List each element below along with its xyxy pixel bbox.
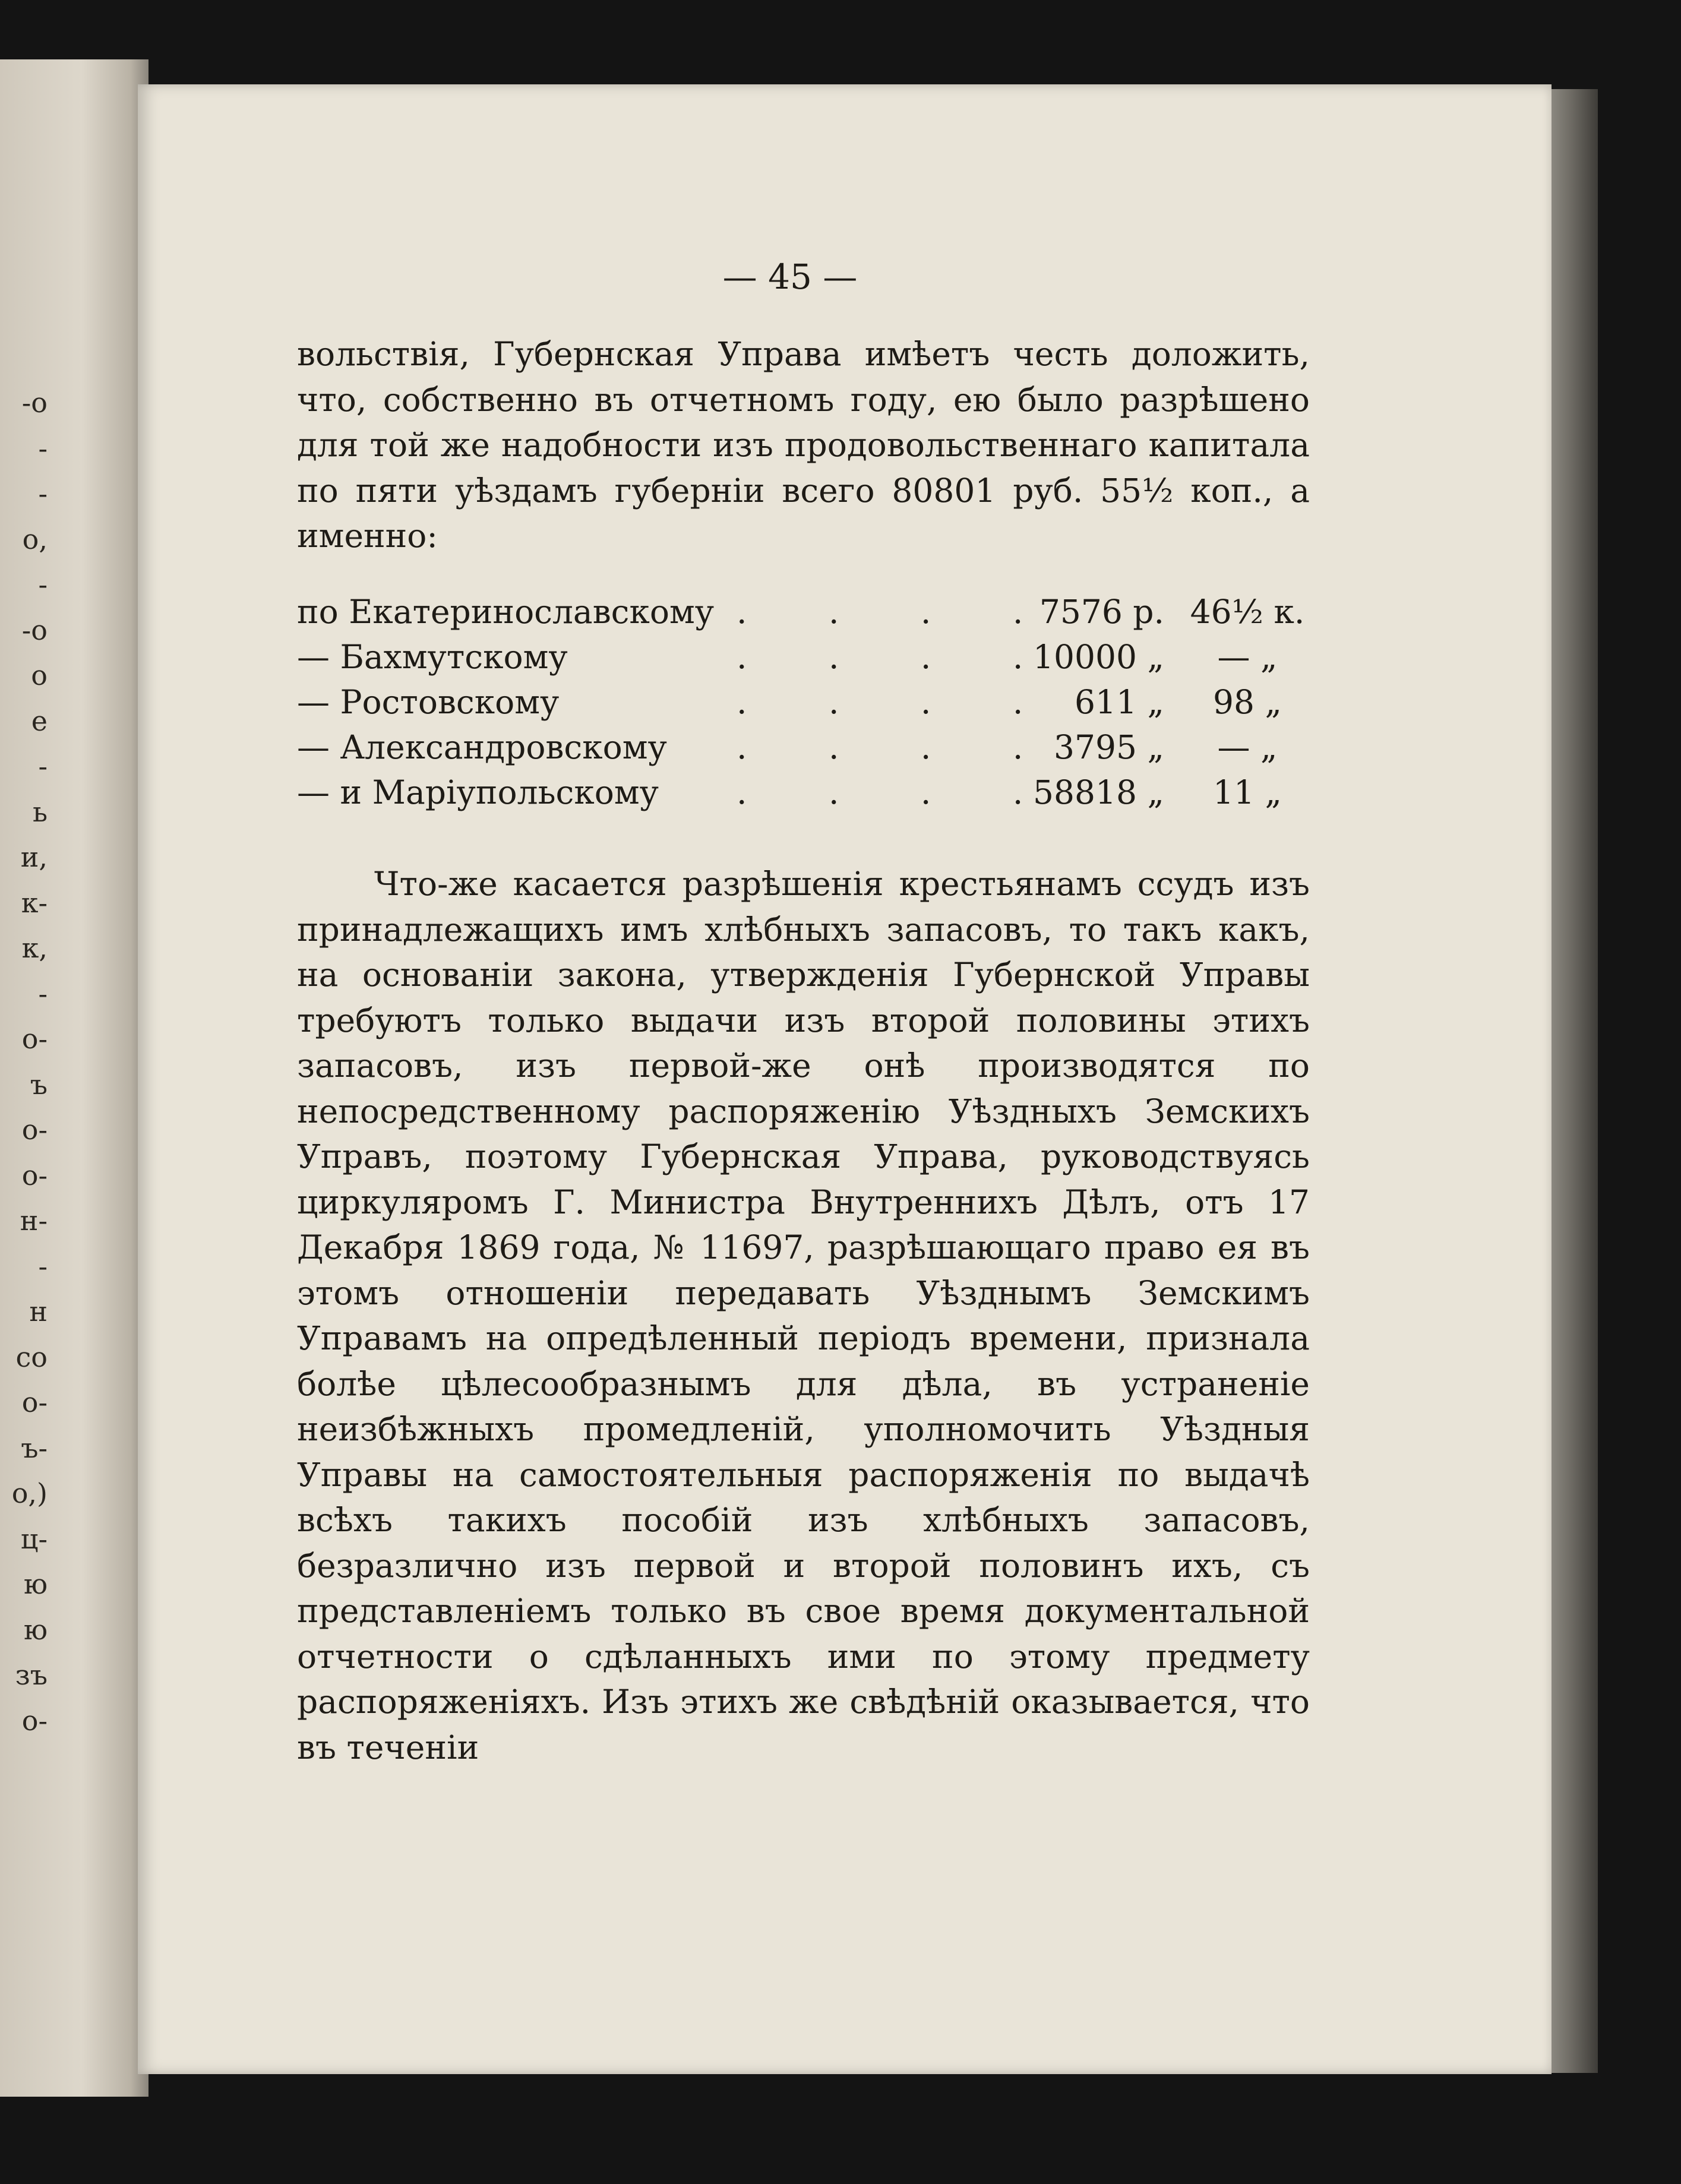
left-margin-fragment: о,) <box>11 1477 48 1509</box>
left-margin-fragment: - <box>38 478 48 510</box>
district-name: по Екатеринославскому <box>297 593 715 631</box>
left-margin-fragment: н- <box>20 1205 48 1237</box>
left-margin-fragment: о- <box>21 1704 48 1737</box>
left-margin-fragment: - <box>38 750 48 782</box>
left-margin-fragment: к- <box>21 886 48 919</box>
kopecks-amount: — „ <box>1217 638 1278 676</box>
paragraph-1: вольствія, Губернская Управа имѣетъ честь доложить, что, собственно въ отчетномъ году, ею было разрѣшено для той же надобности изъ продовольственнаго капитала по пяти уѣздамъ губерніи всего 80801 руб. 55½ коп., а именно: <box>297 335 1310 555</box>
left-margin-fragment: о <box>31 659 48 691</box>
rubles-amount: 58818 „ <box>1033 773 1164 811</box>
kopecks-amount: 46½ к. <box>1190 593 1305 631</box>
left-margin-fragment: - <box>38 432 48 464</box>
leader-dots: . . . . <box>737 638 1059 676</box>
left-margin-fragment: ц- <box>20 1522 48 1555</box>
left-margin-fragment: -о <box>21 614 48 646</box>
left-margin-fragment: ю <box>23 1568 48 1600</box>
district-name: — Бахмутскому <box>297 638 568 676</box>
page-number: — 45 — <box>722 257 858 297</box>
left-margin-fragment: и, <box>20 841 48 873</box>
left-margin-fragment: - <box>38 1250 48 1282</box>
left-margin-fragment: ю <box>23 1613 48 1646</box>
left-margin-fragment: зъ <box>15 1659 48 1691</box>
left-page-edge <box>0 59 148 2097</box>
rubles-amount: 10000 „ <box>1033 638 1164 676</box>
allocation-row <box>297 725 1319 770</box>
allocation-row <box>297 770 1319 815</box>
left-margin-fragment: к, <box>21 932 48 964</box>
left-margin-fragment: ъ <box>30 1068 48 1101</box>
allocation-row <box>297 589 1319 634</box>
left-margin-fragment: о- <box>21 1159 48 1191</box>
paragraph-2: Что-же касается разрѣшенія крестьянамъ ссудъ изъ принадлежащихъ имъ хлѣбныхъ запасовъ, то такъ какъ, на основаніи закона, утвержденія Губернской Управы требуютъ только выдачи изъ второй половины этихъ запасовъ, изъ первой-же онѣ производятся по непосредственному распоряженію Уѣздныхъ Земскихъ Управъ, поэтому Губернская Управа, руководствуясь циркуляромъ Г. Министра Внутреннихъ Дѣлъ, отъ 17 Декабря 1869 года, № 11697, разрѣшающаго право ея въ этомъ отношеніи передавать Уѣзднымъ Земскимъ Управамъ на опредѣленный періодъ времени, признала болѣе цѣлесообразнымъ для дѣла, въ устраненіе неизбѣжныхъ промедленій, уполномочить Уѣздныя Управы на самостоятельныя распоряженія по выдачѣ всѣхъ такихъ пособій изъ хлѣбныхъ запасовъ, безразлично изъ первой и второй половинъ ихъ, съ представленіемъ только въ свое время документальной отчетности о сдѣланныхъ ими по этому предмету распоряженіяхъ. Изъ этихъ же свѣдѣній оказывается, что въ теченіи <box>297 865 1310 1766</box>
leader-dots: . . . . <box>737 728 1059 766</box>
allocation-row <box>297 679 1319 725</box>
left-margin-fragment: - <box>38 977 48 1010</box>
district-name: — Ростовскому <box>297 683 560 721</box>
rubles-amount: 3795 „ <box>1054 728 1164 766</box>
left-margin-fragment: - <box>38 568 48 600</box>
leader-dots: . . . . <box>737 683 1059 721</box>
left-margin-fragment: -о <box>21 387 48 419</box>
left-margin-fragment: ъ- <box>21 1431 48 1464</box>
rubles-amount: 611 „ <box>1075 683 1164 721</box>
kopecks-amount: 11 „ <box>1213 773 1282 811</box>
left-margin-fragment: о- <box>21 1023 48 1055</box>
left-page-text-fragments <box>0 380 48 1743</box>
left-margin-fragment: о- <box>21 1386 48 1418</box>
district-name: — и Маріупольскому <box>297 773 659 811</box>
leader-dots: . . . . <box>737 593 1059 631</box>
allocation-row <box>297 634 1319 679</box>
left-margin-fragment: е <box>31 704 48 737</box>
left-margin-fragment: со <box>15 1341 48 1373</box>
allocation-list <box>297 589 1319 815</box>
rubles-amount: 7576 р. <box>1039 593 1164 631</box>
left-margin-fragment: о- <box>21 1114 48 1146</box>
left-margin-fragment: н <box>29 1295 48 1328</box>
district-name: — Александровскому <box>297 728 667 766</box>
kopecks-amount: 98 „ <box>1213 683 1282 721</box>
left-margin-fragment: ь <box>32 795 48 828</box>
leader-dots: . . . . <box>737 773 1059 811</box>
left-margin-fragment: о, <box>22 523 48 555</box>
kopecks-amount: — „ <box>1217 728 1278 766</box>
